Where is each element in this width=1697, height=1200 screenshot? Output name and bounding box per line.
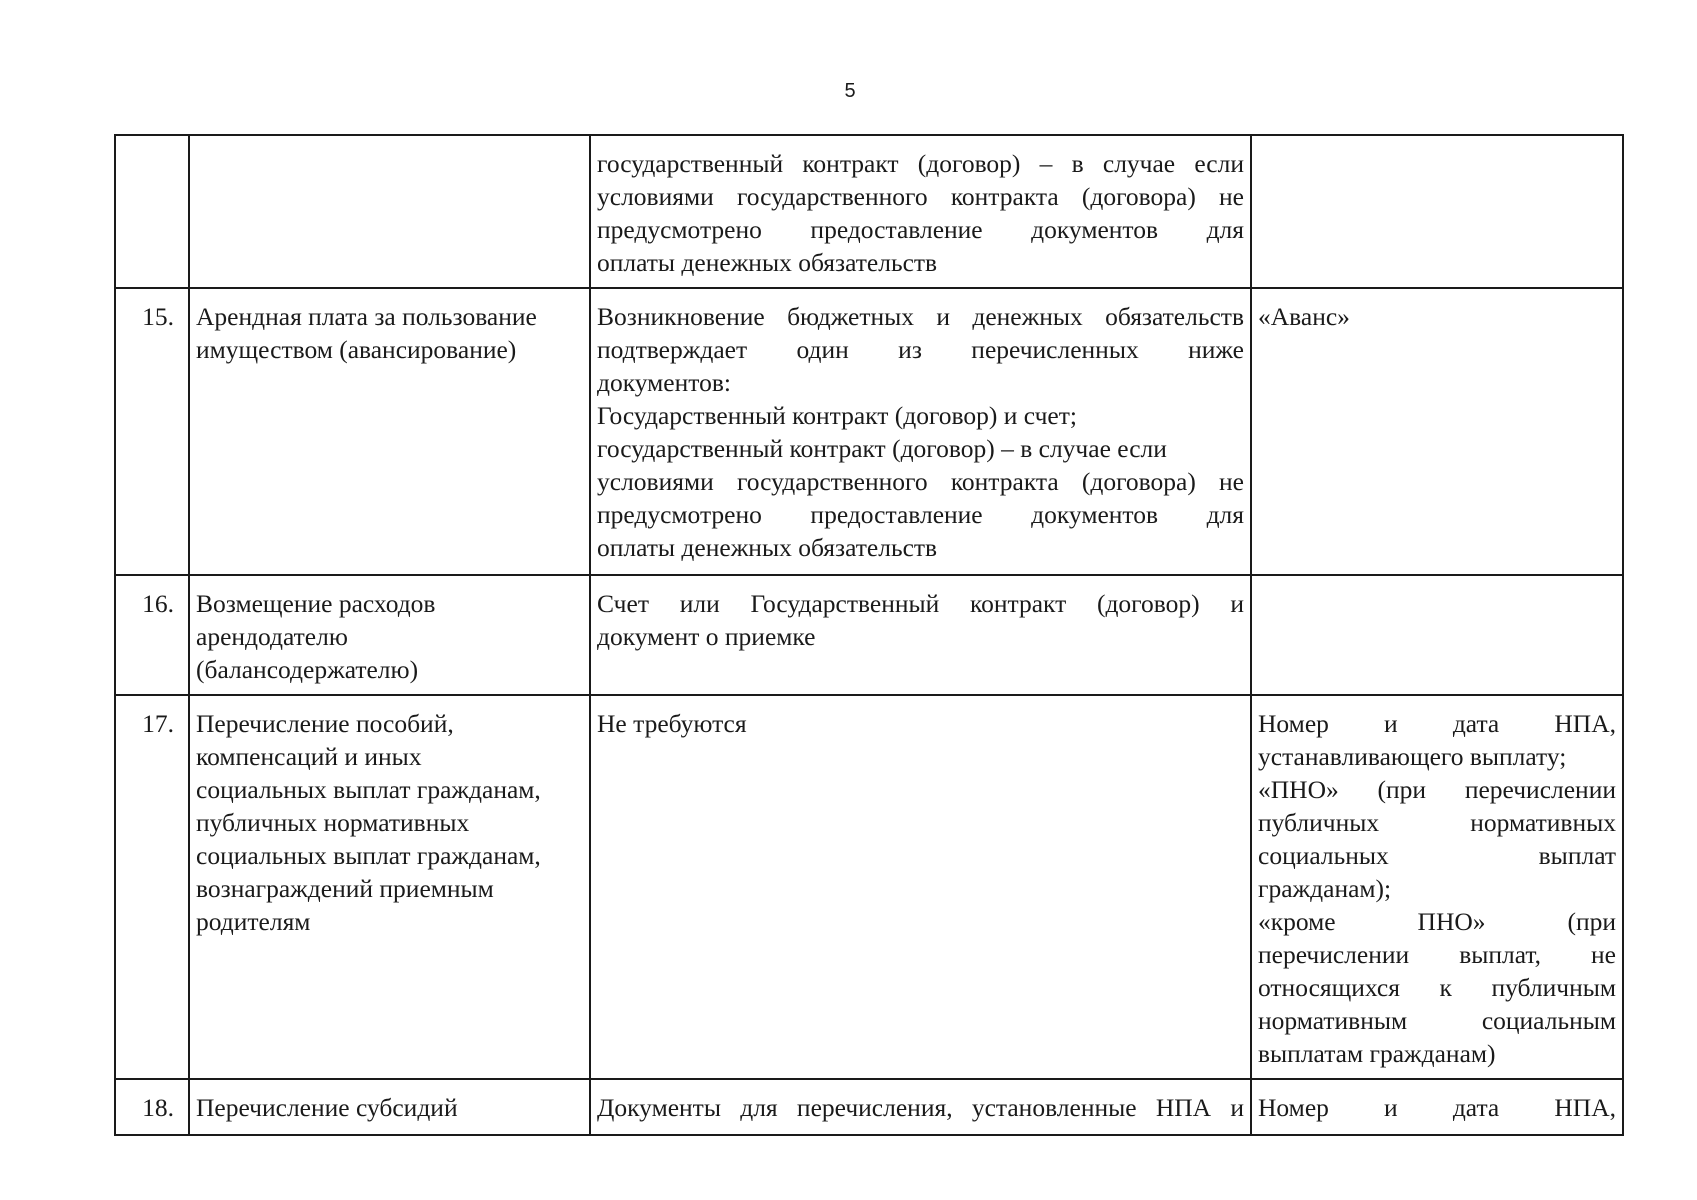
payment-type-cell	[189, 1079, 590, 1135]
row-number-cell	[115, 135, 189, 288]
text-line: Государственный контракт (договор) и счет;	[597, 401, 1077, 430]
text-line: арендодателю	[196, 622, 348, 651]
text-line: Арендная плата за пользование	[196, 302, 537, 331]
text-line: гражданам);	[1258, 874, 1392, 903]
text-line: Не требуются	[597, 709, 747, 738]
text-line: оплаты денежных обязательств	[597, 533, 938, 562]
note-cell	[1251, 288, 1623, 575]
text-line: вознаграждений приемным	[196, 874, 494, 903]
table-row	[115, 695, 1623, 1079]
table-row	[115, 135, 1623, 288]
text-line: условиями государственного контракта (договора) не	[597, 182, 1244, 211]
required-documents-cell	[590, 1079, 1251, 1135]
payment-type-cell	[189, 575, 590, 695]
table-row	[115, 288, 1623, 575]
row-number-cell: 15.	[115, 288, 189, 575]
text-line: подтверждает один из перечисленных ниже	[597, 335, 1244, 364]
required-documents-cell	[590, 575, 1251, 695]
text-line: Документы для перечисления, установленные НПА и	[597, 1093, 1244, 1122]
row-number-cell: 17.	[115, 695, 189, 1079]
text-line: «ПНО» (при перечислении	[1258, 775, 1616, 804]
text-line: социальных выплат гражданам,	[196, 841, 541, 870]
note-cell	[1251, 695, 1623, 1079]
text-line: Номер и дата НПА,	[1258, 1093, 1616, 1122]
text-line: перечислении выплат, не	[1258, 940, 1616, 969]
table-row	[115, 1079, 1623, 1135]
text-line: Перечисление субсидий	[196, 1093, 458, 1122]
text-line: публичных нормативных	[1258, 808, 1616, 837]
page-number: 5	[844, 80, 856, 102]
payment-type-cell	[189, 135, 590, 288]
text-line: выплатам гражданам)	[1258, 1039, 1496, 1068]
text-line: документ о приемке	[597, 622, 816, 651]
text-line: относящихся к публичным	[1258, 973, 1616, 1002]
document-table	[114, 134, 1624, 1136]
payment-type-cell	[189, 695, 590, 1079]
text-line: Номер и дата НПА,	[1258, 709, 1616, 738]
row-number-cell: 16.	[115, 575, 189, 695]
text-line: «Аванс»	[1258, 302, 1350, 331]
note-cell	[1251, 1079, 1623, 1135]
row-number-cell: 18.	[115, 1079, 189, 1135]
text-line: условиями государственного контракта (договора) не	[597, 467, 1244, 496]
text-line: Перечисление пособий,	[196, 709, 454, 738]
text-line: документов:	[597, 368, 731, 397]
text-line: оплаты денежных обязательств	[597, 248, 938, 277]
note-cell	[1251, 135, 1623, 288]
note-cell	[1251, 575, 1623, 695]
text-line: Счет или Государственный контракт (договор) и	[597, 589, 1244, 618]
text-line: социальных выплат гражданам,	[196, 775, 541, 804]
text-line: публичных нормативных	[196, 808, 470, 837]
required-documents-cell	[590, 695, 1251, 1079]
text-line: предусмотрено предоставление документов для	[597, 500, 1244, 529]
table-row	[115, 575, 1623, 695]
required-documents-cell	[590, 135, 1251, 288]
required-documents-cell	[590, 288, 1251, 575]
text-line: социальных выплат	[1258, 841, 1616, 870]
text-line: устанавливающего выплату;	[1258, 742, 1567, 771]
text-line: государственный контракт (договор) – в случае если	[597, 149, 1244, 178]
payment-type-cell	[189, 288, 590, 575]
text-line: родителям	[196, 907, 311, 936]
text-line: компенсаций и иных	[196, 742, 422, 771]
text-line: Возникновение бюджетных и денежных обязательств	[597, 302, 1244, 331]
text-line: (балансодержателю)	[196, 655, 419, 684]
text-line: Возмещение расходов	[196, 589, 436, 618]
text-line: имуществом (авансирование)	[196, 335, 517, 364]
text-line: «кроме ПНО» (при	[1258, 907, 1616, 936]
text-line: государственный контракт (договор) – в случае если	[597, 434, 1167, 463]
text-line: предусмотрено предоставление документов для	[597, 215, 1244, 244]
text-line: нормативным социальным	[1258, 1006, 1616, 1035]
